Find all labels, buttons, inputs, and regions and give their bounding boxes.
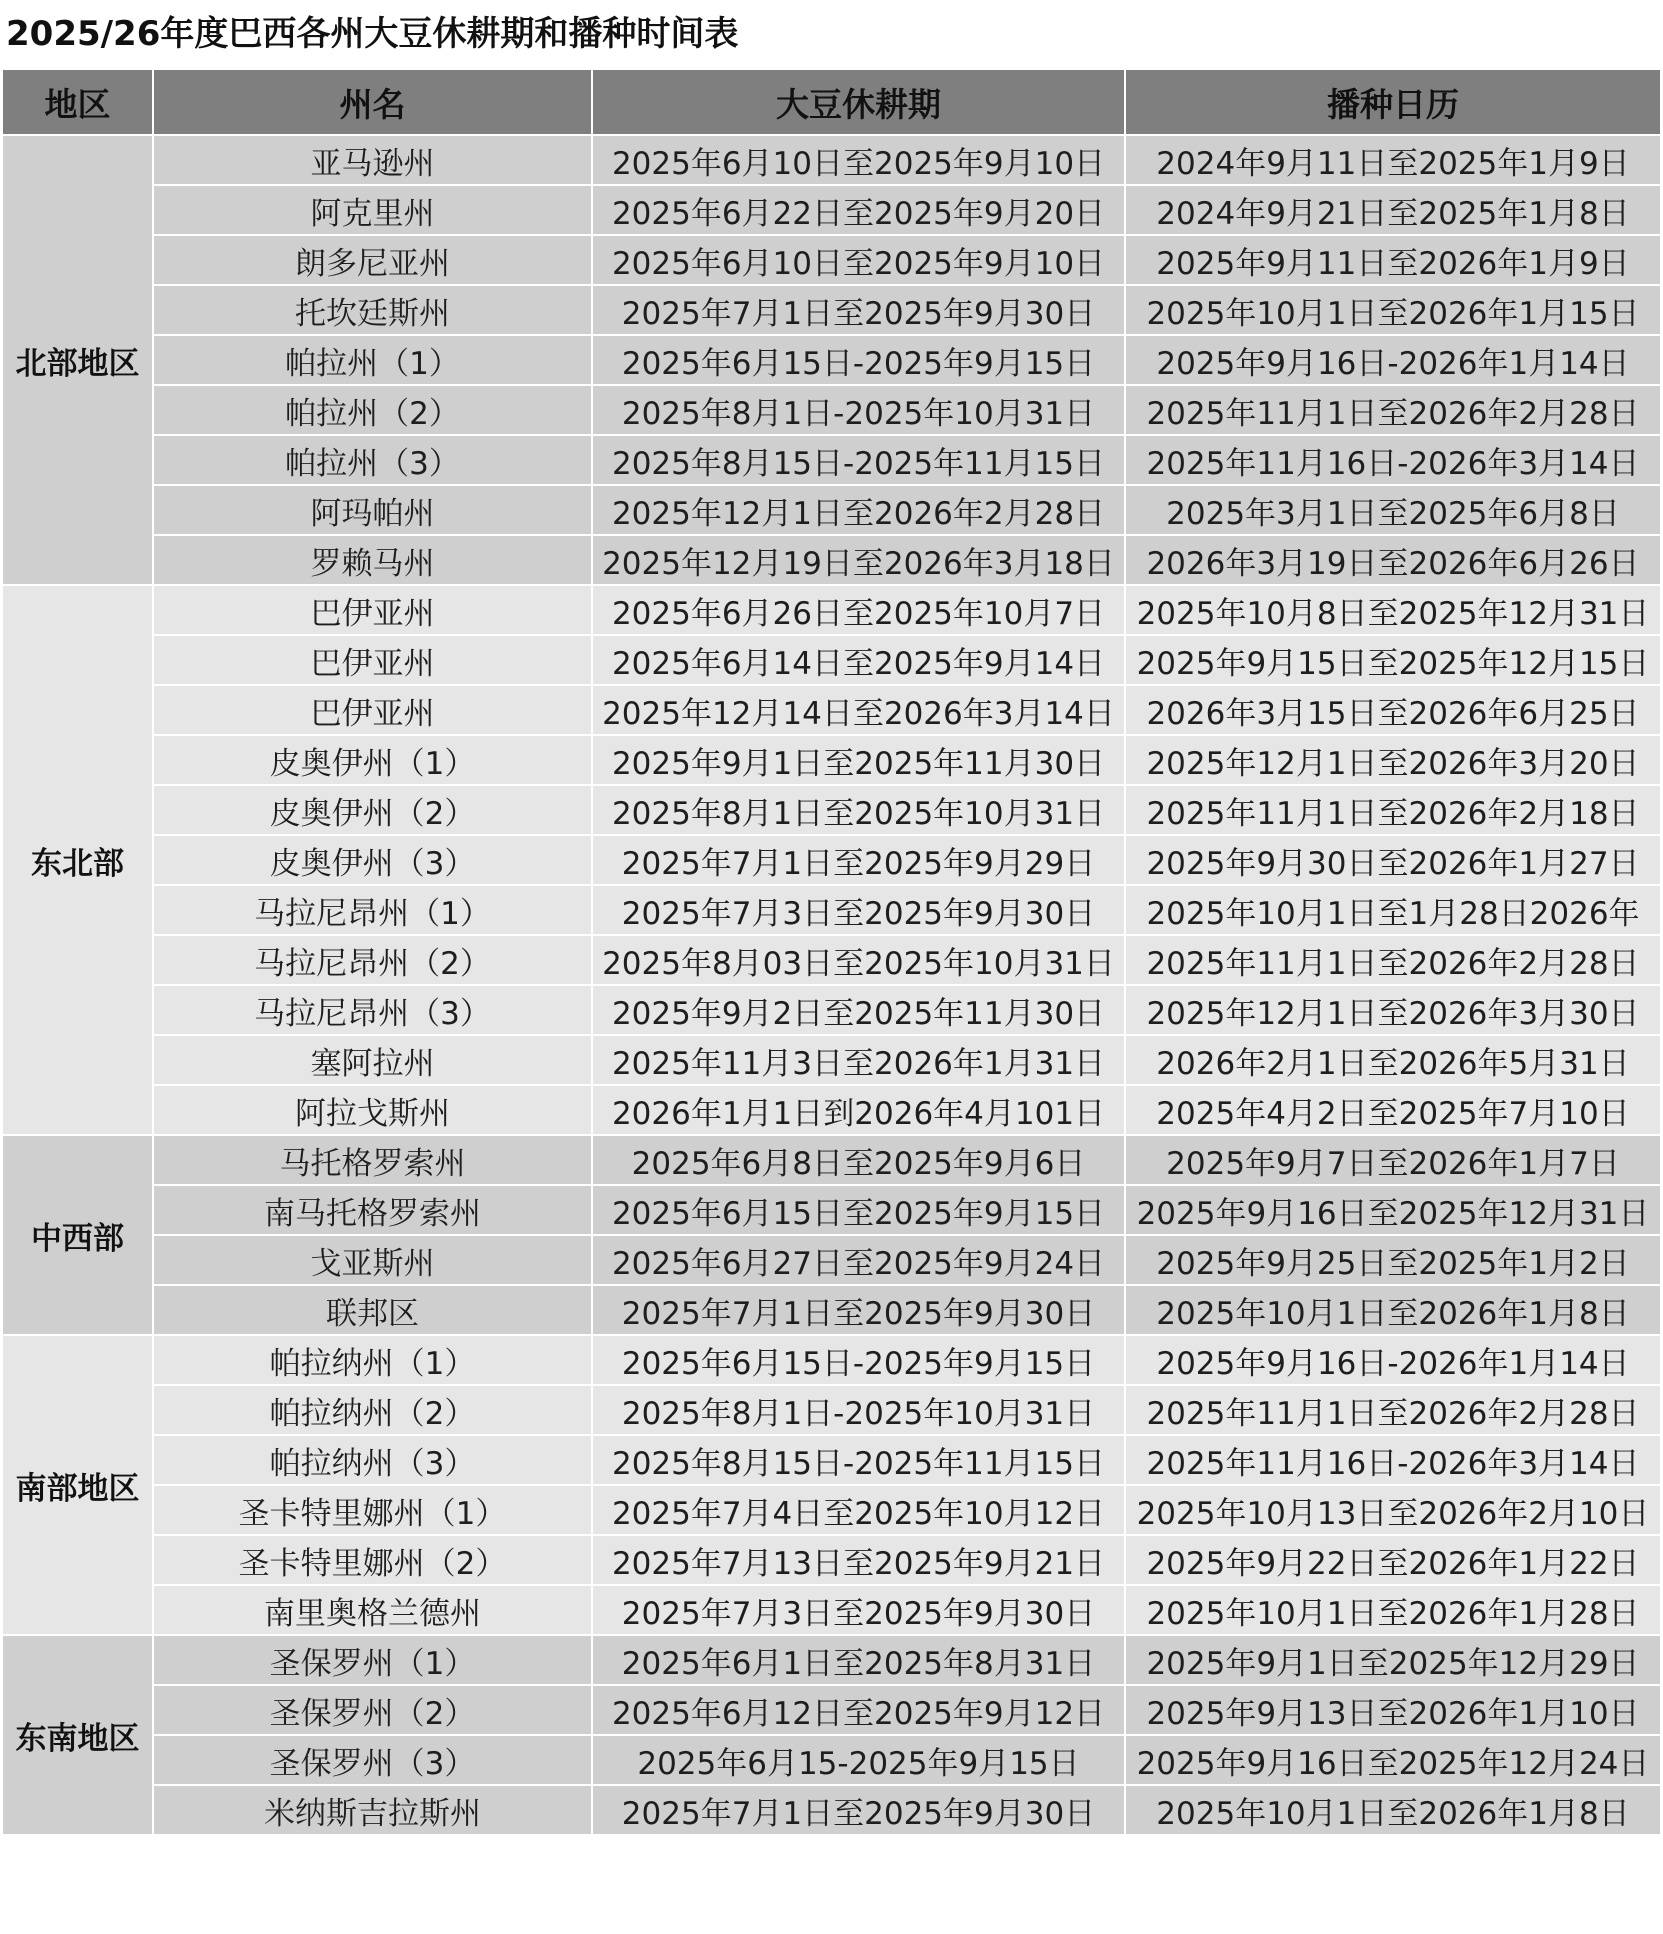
fallow-period-cell: 2025年7月3日至2025年9月30日 — [592, 1585, 1125, 1635]
header-fallow-period: 大豆休耕期 — [592, 69, 1125, 135]
sowing-calendar-cell: 2025年11月16日-2026年3月14日 — [1125, 435, 1661, 485]
fallow-period-cell: 2025年8月15日-2025年11月15日 — [592, 435, 1125, 485]
state-cell: 帕拉纳州（1） — [153, 1335, 592, 1385]
fallow-period-cell: 2025年8月15日-2025年11月15日 — [592, 1435, 1125, 1485]
state-cell: 帕拉州（2） — [153, 385, 592, 435]
fallow-period-cell: 2025年8月1日至2025年10月31日 — [592, 785, 1125, 835]
table-row — [2, 285, 1661, 335]
table-row — [2, 1235, 1661, 1285]
state-cell: 阿克里州 — [153, 185, 592, 235]
table-row — [2, 635, 1661, 685]
fallow-period-cell: 2025年7月13日至2025年9月21日 — [592, 1535, 1125, 1585]
region-cell: 东北部 — [2, 585, 153, 1135]
sowing-calendar-cell: 2025年9月15日至2025年12月15日 — [1125, 635, 1661, 685]
fallow-period-cell: 2025年6月10日至2025年9月10日 — [592, 235, 1125, 285]
state-cell: 皮奥伊州（1） — [153, 735, 592, 785]
sowing-calendar-cell: 2025年9月16日-2026年1月14日 — [1125, 335, 1661, 385]
table-row — [2, 1635, 1661, 1685]
sowing-calendar-cell: 2025年12月1日至2026年3月20日 — [1125, 735, 1661, 785]
fallow-period-cell: 2025年11月3日至2026年1月31日 — [592, 1035, 1125, 1085]
fallow-period-cell: 2025年6月15日至2025年9月15日 — [592, 1185, 1125, 1235]
state-cell: 圣保罗州（1） — [153, 1635, 592, 1685]
sowing-calendar-cell: 2025年10月1日至2026年1月28日 — [1125, 1585, 1661, 1635]
state-cell: 罗赖马州 — [153, 535, 592, 585]
table-row — [2, 1735, 1661, 1785]
header-row — [2, 69, 1661, 135]
sowing-calendar-cell: 2025年9月11日至2026年1月9日 — [1125, 235, 1661, 285]
table-row — [2, 1185, 1661, 1235]
sowing-calendar-cell: 2024年9月11日至2025年1月9日 — [1125, 135, 1661, 185]
state-cell: 帕拉州（1） — [153, 335, 592, 385]
fallow-period-cell: 2025年7月3日至2025年9月30日 — [592, 885, 1125, 935]
sowing-calendar-cell: 2025年10月1日至2026年1月8日 — [1125, 1285, 1661, 1335]
header-sowing-calendar: 播种日历 — [1125, 69, 1661, 135]
table-row — [2, 1285, 1661, 1335]
fallow-period-cell: 2025年9月2日至2025年11月30日 — [592, 985, 1125, 1035]
table-row — [2, 1335, 1661, 1385]
state-cell: 南马托格罗索州 — [153, 1185, 592, 1235]
state-cell: 皮奥伊州（3） — [153, 835, 592, 885]
sowing-calendar-cell: 2025年11月16日-2026年3月14日 — [1125, 1435, 1661, 1485]
state-cell: 亚马逊州 — [153, 135, 592, 185]
state-cell: 圣保罗州（2） — [153, 1685, 592, 1735]
fallow-period-cell: 2025年6月1日至2025年8月31日 — [592, 1635, 1125, 1685]
schedule-table — [1, 68, 1662, 1836]
state-cell: 巴伊亚州 — [153, 685, 592, 735]
table-row — [2, 885, 1661, 935]
state-cell: 圣保罗州（3） — [153, 1735, 592, 1785]
state-cell: 巴伊亚州 — [153, 635, 592, 685]
fallow-period-cell: 2025年6月15日-2025年9月15日 — [592, 335, 1125, 385]
region-cell: 北部地区 — [2, 135, 153, 585]
fallow-period-cell: 2025年8月03日至2025年10月31日 — [592, 935, 1125, 985]
table-row — [2, 1785, 1661, 1835]
fallow-period-cell: 2025年6月10日至2025年9月10日 — [592, 135, 1125, 185]
sowing-calendar-cell: 2025年3月1日至2025年6月8日 — [1125, 485, 1661, 535]
table-row — [2, 485, 1661, 535]
sowing-calendar-cell: 2025年11月1日至2026年2月18日 — [1125, 785, 1661, 835]
region-cell: 南部地区 — [2, 1335, 153, 1635]
table-row — [2, 935, 1661, 985]
region-cell: 中西部 — [2, 1135, 153, 1335]
table-row — [2, 785, 1661, 835]
sowing-calendar-cell: 2025年9月16日至2025年12月24日 — [1125, 1735, 1661, 1785]
table-row — [2, 185, 1661, 235]
sowing-calendar-cell: 2026年2月1日至2026年5月31日 — [1125, 1035, 1661, 1085]
table-row — [2, 235, 1661, 285]
sowing-calendar-cell: 2025年10月1日至2026年1月15日 — [1125, 285, 1661, 335]
fallow-period-cell: 2025年7月1日至2025年9月30日 — [592, 1785, 1125, 1835]
state-cell: 巴伊亚州 — [153, 585, 592, 635]
state-cell: 塞阿拉州 — [153, 1035, 592, 1085]
state-cell: 托坎廷斯州 — [153, 285, 592, 335]
table-row — [2, 435, 1661, 485]
table-row — [2, 835, 1661, 885]
sowing-calendar-cell: 2025年4月2日至2025年7月10日 — [1125, 1085, 1661, 1135]
sowing-calendar-cell: 2025年9月13日至2026年1月10日 — [1125, 1685, 1661, 1735]
table-row — [2, 1685, 1661, 1735]
sowing-calendar-cell: 2026年3月15日至2026年6月25日 — [1125, 685, 1661, 735]
state-cell: 马托格罗索州 — [153, 1135, 592, 1185]
state-cell: 米纳斯吉拉斯州 — [153, 1785, 592, 1835]
table-row — [2, 1585, 1661, 1635]
sowing-calendar-cell: 2025年10月13日至2026年2月10日 — [1125, 1485, 1661, 1535]
sowing-calendar-cell: 2025年11月1日至2026年2月28日 — [1125, 385, 1661, 435]
sowing-calendar-cell: 2025年9月30日至2026年1月27日 — [1125, 835, 1661, 885]
state-cell: 马拉尼昂州（2） — [153, 935, 592, 985]
state-cell: 联邦区 — [153, 1285, 592, 1335]
fallow-period-cell: 2025年6月12日至2025年9月12日 — [592, 1685, 1125, 1735]
table-row — [2, 385, 1661, 435]
sowing-calendar-cell: 2025年10月1日至2026年1月8日 — [1125, 1785, 1661, 1835]
state-cell: 帕拉州（3） — [153, 435, 592, 485]
fallow-period-cell: 2025年6月15-2025年9月15日 — [592, 1735, 1125, 1785]
table-row — [2, 985, 1661, 1035]
sowing-calendar-cell: 2025年10月8日至2025年12月31日 — [1125, 585, 1661, 635]
state-cell: 朗多尼亚州 — [153, 235, 592, 285]
sowing-calendar-cell: 2025年9月7日至2026年1月7日 — [1125, 1135, 1661, 1185]
fallow-period-cell: 2025年12月1日至2026年2月28日 — [592, 485, 1125, 535]
sowing-calendar-cell: 2025年11月1日至2026年2月28日 — [1125, 1385, 1661, 1435]
table-row — [2, 1385, 1661, 1435]
sowing-calendar-cell: 2025年11月1日至2026年2月28日 — [1125, 935, 1661, 985]
table-row — [2, 1135, 1661, 1185]
fallow-period-cell: 2025年6月15日-2025年9月15日 — [592, 1335, 1125, 1385]
header-region: 地区 — [2, 69, 153, 135]
fallow-period-cell: 2025年6月27日至2025年9月24日 — [592, 1235, 1125, 1285]
fallow-period-cell: 2026年1月1日到2026年4月101日 — [592, 1085, 1125, 1135]
fallow-period-cell: 2025年8月1日-2025年10月31日 — [592, 385, 1125, 435]
fallow-period-cell: 2025年12月14日至2026年3月14日 — [592, 685, 1125, 735]
table-row — [2, 585, 1661, 635]
state-cell: 马拉尼昂州（3） — [153, 985, 592, 1035]
fallow-period-cell: 2025年6月22日至2025年9月20日 — [592, 185, 1125, 235]
table-row — [2, 1085, 1661, 1135]
header-state: 州名 — [153, 69, 592, 135]
table-row — [2, 685, 1661, 735]
fallow-period-cell: 2025年7月1日至2025年9月29日 — [592, 835, 1125, 885]
table-header — [2, 69, 1661, 135]
table-row — [2, 1485, 1661, 1535]
sowing-calendar-cell: 2025年9月16日至2025年12月31日 — [1125, 1185, 1661, 1235]
sowing-calendar-cell: 2025年12月1日至2026年3月30日 — [1125, 985, 1661, 1035]
table-row — [2, 535, 1661, 585]
fallow-period-cell: 2025年6月8日至2025年9月6日 — [592, 1135, 1125, 1185]
fallow-period-cell: 2025年7月1日至2025年9月30日 — [592, 1285, 1125, 1335]
sowing-calendar-cell: 2025年10月1日至1月28日2026年 — [1125, 885, 1661, 935]
table-row — [2, 1535, 1661, 1585]
fallow-period-cell: 2025年6月26日至2025年10月7日 — [592, 585, 1125, 635]
state-cell: 圣卡特里娜州（2） — [153, 1535, 592, 1585]
state-cell: 圣卡特里娜州（1） — [153, 1485, 592, 1535]
fallow-period-cell: 2025年7月1日至2025年9月30日 — [592, 285, 1125, 335]
sowing-calendar-cell: 2025年9月1日至2025年12月29日 — [1125, 1635, 1661, 1685]
state-cell: 戈亚斯州 — [153, 1235, 592, 1285]
fallow-period-cell: 2025年9月1日至2025年11月30日 — [592, 735, 1125, 785]
fallow-period-cell: 2025年7月4日至2025年10月12日 — [592, 1485, 1125, 1535]
state-cell: 皮奥伊州（2） — [153, 785, 592, 835]
fallow-period-cell: 2025年12月19日至2026年3月18日 — [592, 535, 1125, 585]
state-cell: 阿玛帕州 — [153, 485, 592, 535]
sowing-calendar-cell: 2025年9月25日至2025年1月2日 — [1125, 1235, 1661, 1285]
state-cell: 南里奥格兰德州 — [153, 1585, 592, 1635]
state-cell: 帕拉纳州（3） — [153, 1435, 592, 1485]
sowing-calendar-cell: 2024年9月21日至2025年1月8日 — [1125, 185, 1661, 235]
table-row — [2, 335, 1661, 385]
fallow-period-cell: 2025年6月14日至2025年9月14日 — [592, 635, 1125, 685]
table-row — [2, 735, 1661, 785]
state-cell: 帕拉纳州（2） — [153, 1385, 592, 1435]
fallow-period-cell: 2025年8月1日-2025年10月31日 — [592, 1385, 1125, 1435]
state-cell: 阿拉戈斯州 — [153, 1085, 592, 1135]
sowing-calendar-cell: 2025年9月22日至2026年1月22日 — [1125, 1535, 1661, 1585]
sowing-calendar-cell: 2026年3月19日至2026年6月26日 — [1125, 535, 1661, 585]
region-cell: 东南地区 — [2, 1635, 153, 1835]
table-row — [2, 1435, 1661, 1485]
table-body — [2, 135, 1661, 1835]
table-row — [2, 1035, 1661, 1085]
page-title: 2025/26年度巴西各州大豆休耕期和播种时间表 — [6, 14, 739, 54]
state-cell: 马拉尼昂州（1） — [153, 885, 592, 935]
sowing-calendar-cell: 2025年9月16日-2026年1月14日 — [1125, 1335, 1661, 1385]
table-row — [2, 135, 1661, 185]
